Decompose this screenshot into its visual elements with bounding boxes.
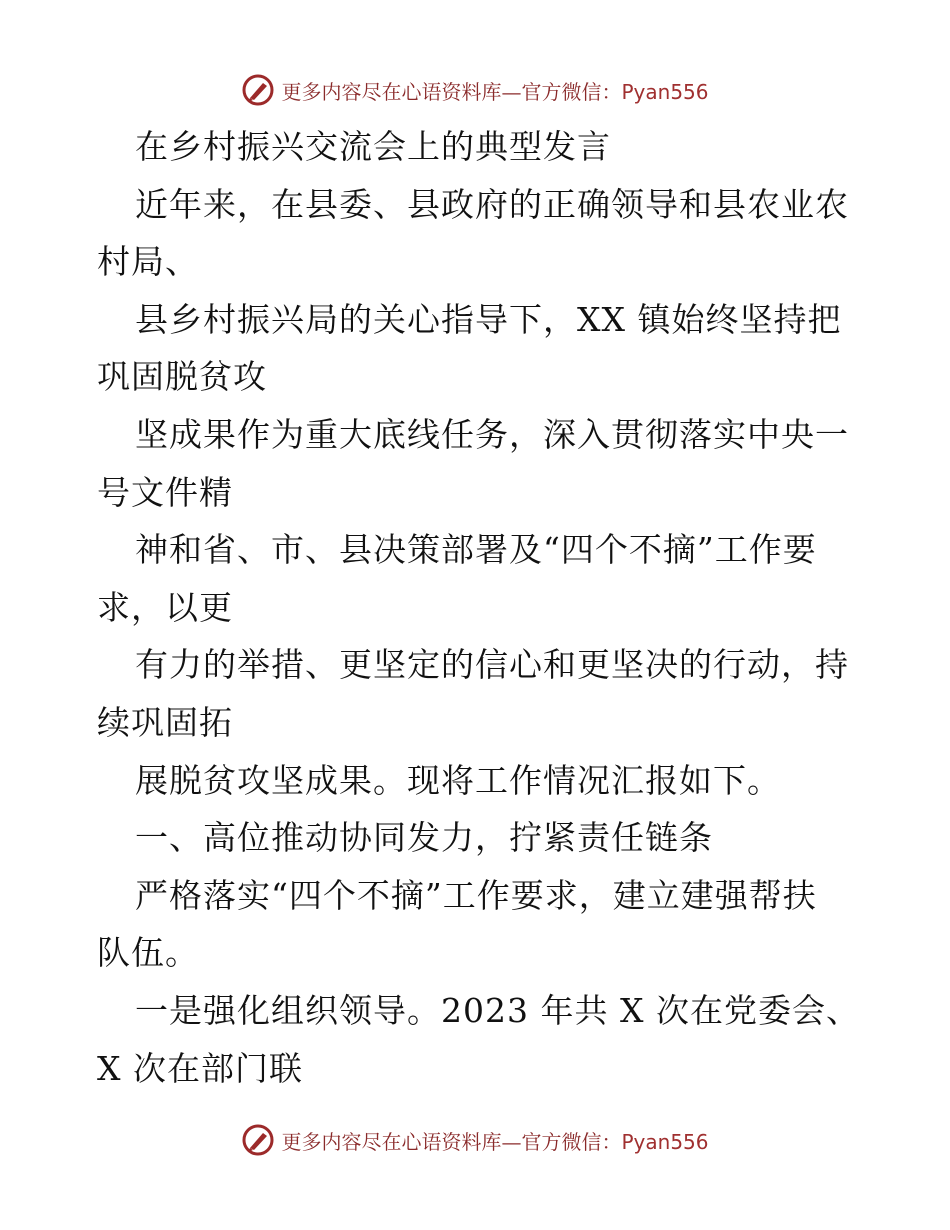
text-line: 展脱贫攻坚成果。现将工作情况汇报如下。 — [135, 760, 781, 800]
text-line: 县乡村振兴局的关心指导下，XX 镇始终坚持把 — [135, 299, 842, 339]
text-line: 近年来，在县委、县政府的正确领导和县农业农 — [135, 184, 849, 224]
text-line: 求，以更 — [97, 587, 233, 627]
watermark-text: 更多内容尽在心语资料库—官方微信：Pyan556 — [281, 79, 709, 104]
text-line: 队伍。 — [97, 933, 199, 973]
header-watermark — [0, 70, 950, 110]
section-heading: 一、高位推动协同发力，拧紧责任链条 — [135, 818, 713, 858]
text-line: 坚成果作为重大底线任务，深入贯彻落实中央一 — [135, 414, 849, 454]
pen-logo-icon — [241, 1123, 275, 1157]
text-line: 有力的举措、更坚定的信心和更坚决的行动，持 — [135, 645, 849, 685]
text-line: 村局、 — [97, 242, 199, 282]
document-title: 在乡村振兴交流会上的典型发言 — [135, 127, 611, 166]
footer-watermark — [0, 1120, 950, 1160]
watermark-text: 更多内容尽在心语资料库—官方微信：Pyan556 — [281, 1129, 709, 1154]
text-line: 续巩固拓 — [97, 702, 233, 742]
text-line: 神和省、市、县决策部署及“四个不摘”工作要 — [135, 530, 817, 570]
text-line: 一是强化组织领导。2023 年共 X 次在党委会、 — [135, 990, 860, 1030]
text-line: 号文件精 — [97, 472, 233, 512]
text-line: 巩固脱贫攻 — [97, 357, 267, 397]
text-line: X 次在部门联 — [97, 1048, 303, 1088]
pen-logo-icon — [241, 73, 275, 107]
text-line: 严格落实“四个不摘”工作要求，建立建强帮扶 — [135, 875, 817, 915]
document-body — [97, 118, 860, 1097]
